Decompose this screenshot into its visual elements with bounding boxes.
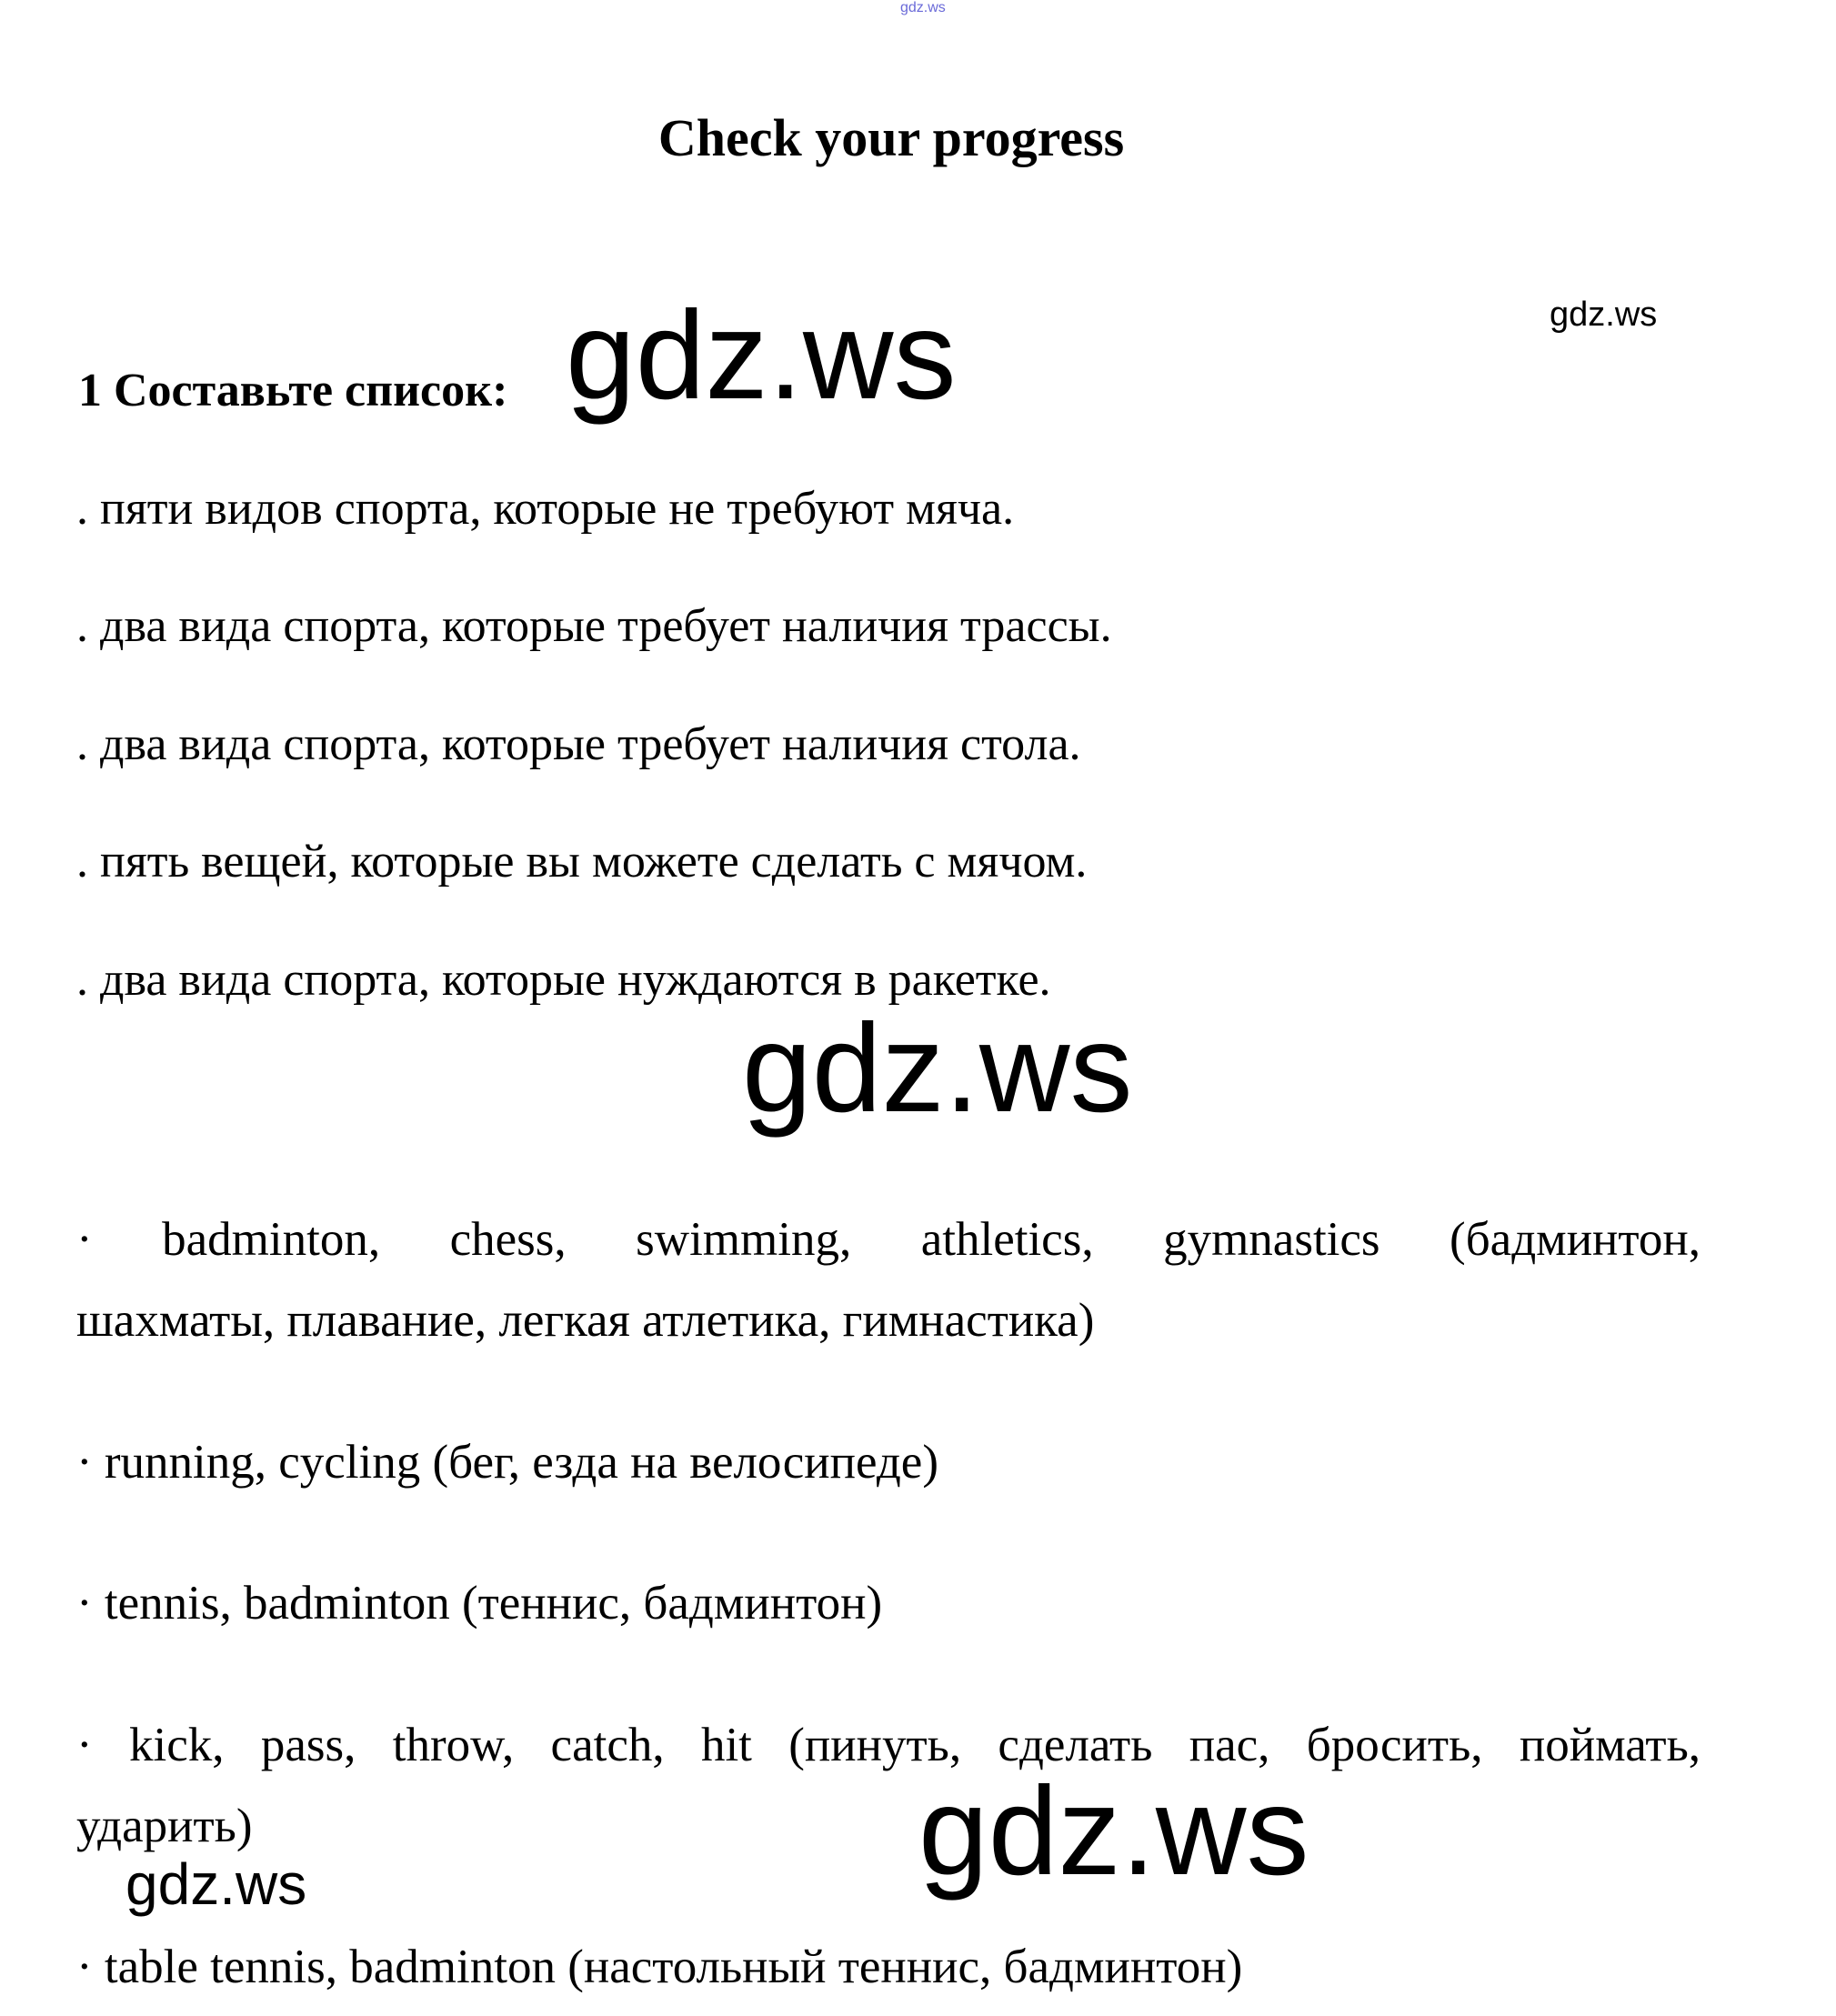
answer-4-line-1: · kick, pass, throw, catch, hit (пинуть, сделать пас, бросить, поймать, bbox=[76, 1719, 1701, 1771]
answer-5: · table tennis, badminton (настольный теннис, бадминтон) bbox=[76, 1941, 1243, 1993]
top-watermark: gdz.ws bbox=[900, 0, 946, 15]
task-item: . пяти видов спорта, которые не требуют мяча. bbox=[76, 483, 1015, 535]
task-item: . пять вещей, которые вы можете сделать с мячом. bbox=[76, 836, 1088, 888]
task-item: . два вида спорта, которые нуждаются в ракетке. bbox=[76, 954, 1051, 1006]
watermark-large-3: gdz.ws bbox=[918, 1761, 1309, 1901]
watermark-small-bottom-left: gdz.ws bbox=[125, 1851, 307, 1917]
answer-4-line-2: ударить) bbox=[76, 1800, 253, 1852]
exercise-heading: 1 Составьте список: bbox=[78, 365, 508, 416]
answer-2: · running, cycling (бег, езда на велосипеде) bbox=[76, 1436, 938, 1489]
answer-1-line-2: шахматы, плавание, легкая атлетика, гимнастика) bbox=[76, 1294, 1095, 1347]
task-item: . два вида спорта, которые требует наличия стола. bbox=[76, 718, 1081, 770]
watermark-small-top-right: gdz.ws bbox=[1550, 296, 1658, 334]
task-item: . два вида спорта, которые требует наличия трассы. bbox=[76, 600, 1112, 652]
answer-1-line-1: · badminton, chess, swimming, athletics, gymnastics (бадминтон, bbox=[76, 1213, 1701, 1266]
answer-3: · tennis, badminton (теннис, бадминтон) bbox=[76, 1577, 883, 1630]
page-title: Check your progress bbox=[657, 108, 1125, 167]
watermark-large-2: gdz.ws bbox=[742, 998, 1133, 1138]
watermark-large-1: gdz.ws bbox=[566, 286, 957, 426]
